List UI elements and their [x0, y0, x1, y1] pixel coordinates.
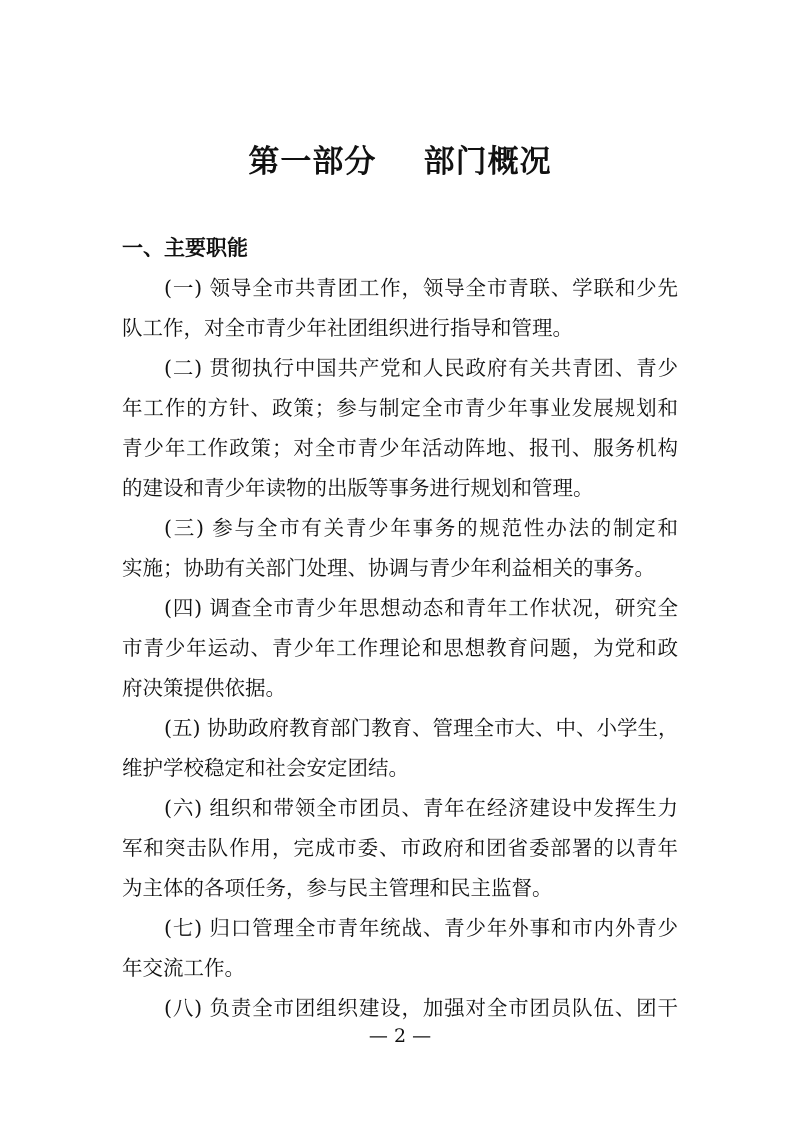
text-line: 实施；协助有关部门处理、协调与青少年利益相关的事务。	[122, 556, 655, 580]
paragraph-5	[122, 708, 678, 788]
text-line: (一) 领导全市共青团工作，领导全市青联、学联和少先	[164, 276, 678, 300]
text-line: 年工作的方针、政策；参与制定全市青少年事业发展规划和	[122, 396, 678, 420]
text-line: (七) 归口管理全市青年统战、青少年外事和市内外青少	[164, 916, 678, 940]
text-line: 青少年工作政策；对全市青少年活动阵地、报刊、服务机构	[122, 436, 678, 460]
paragraph-8	[122, 988, 678, 1028]
paragraph-2	[122, 348, 678, 508]
paragraph-4	[122, 588, 678, 708]
text-line: (二) 贯彻执行中国共产党和人民政府有关共青团、青少	[164, 356, 678, 380]
text-line: (五) 协助政府教育部门教育、管理全市大、中、小学生，	[164, 716, 679, 740]
text-line: (三) 参与全市有关青少年事务的规范性办法的制定和	[164, 516, 678, 540]
section-heading: 一、主要职能	[122, 236, 248, 260]
text-line: 的建设和青少年读物的出版等事务进行规划和管理。	[122, 476, 594, 500]
page-number: — 2 —	[368, 1025, 432, 1047]
body-text	[122, 268, 678, 1028]
text-line: 府决策提供依据。	[122, 676, 286, 700]
paragraph-3	[122, 508, 678, 588]
text-line: 为主体的各项任务，参与民主管理和民主监督。	[122, 876, 553, 900]
paragraph-6	[122, 788, 678, 908]
text-line: 市青少年运动、青少年工作理论和思想教育问题，为党和政	[122, 636, 678, 660]
paragraph-1	[122, 268, 678, 348]
text-line: 队工作，对全市青少年社团组织进行指导和管理。	[122, 316, 573, 340]
paragraph-7	[122, 908, 678, 988]
text-line: (六) 组织和带领全市团员、青年在经济建设中发挥生力	[164, 796, 678, 820]
text-line: (四) 调查全市青少年思想动态和青年工作状况，研究全	[164, 596, 678, 620]
text-line: (八) 负责全市团组织建设，加强对全市团员队伍、团干	[164, 996, 678, 1020]
text-line: 年交流工作。	[122, 956, 245, 980]
text-line: 军和突击队作用，完成市委、市政府和团省委部署的以青年	[122, 836, 678, 860]
text-line: 维护学校稳定和社会安定团结。	[122, 756, 409, 780]
page-title: 第一部分 部门概况	[248, 144, 552, 180]
